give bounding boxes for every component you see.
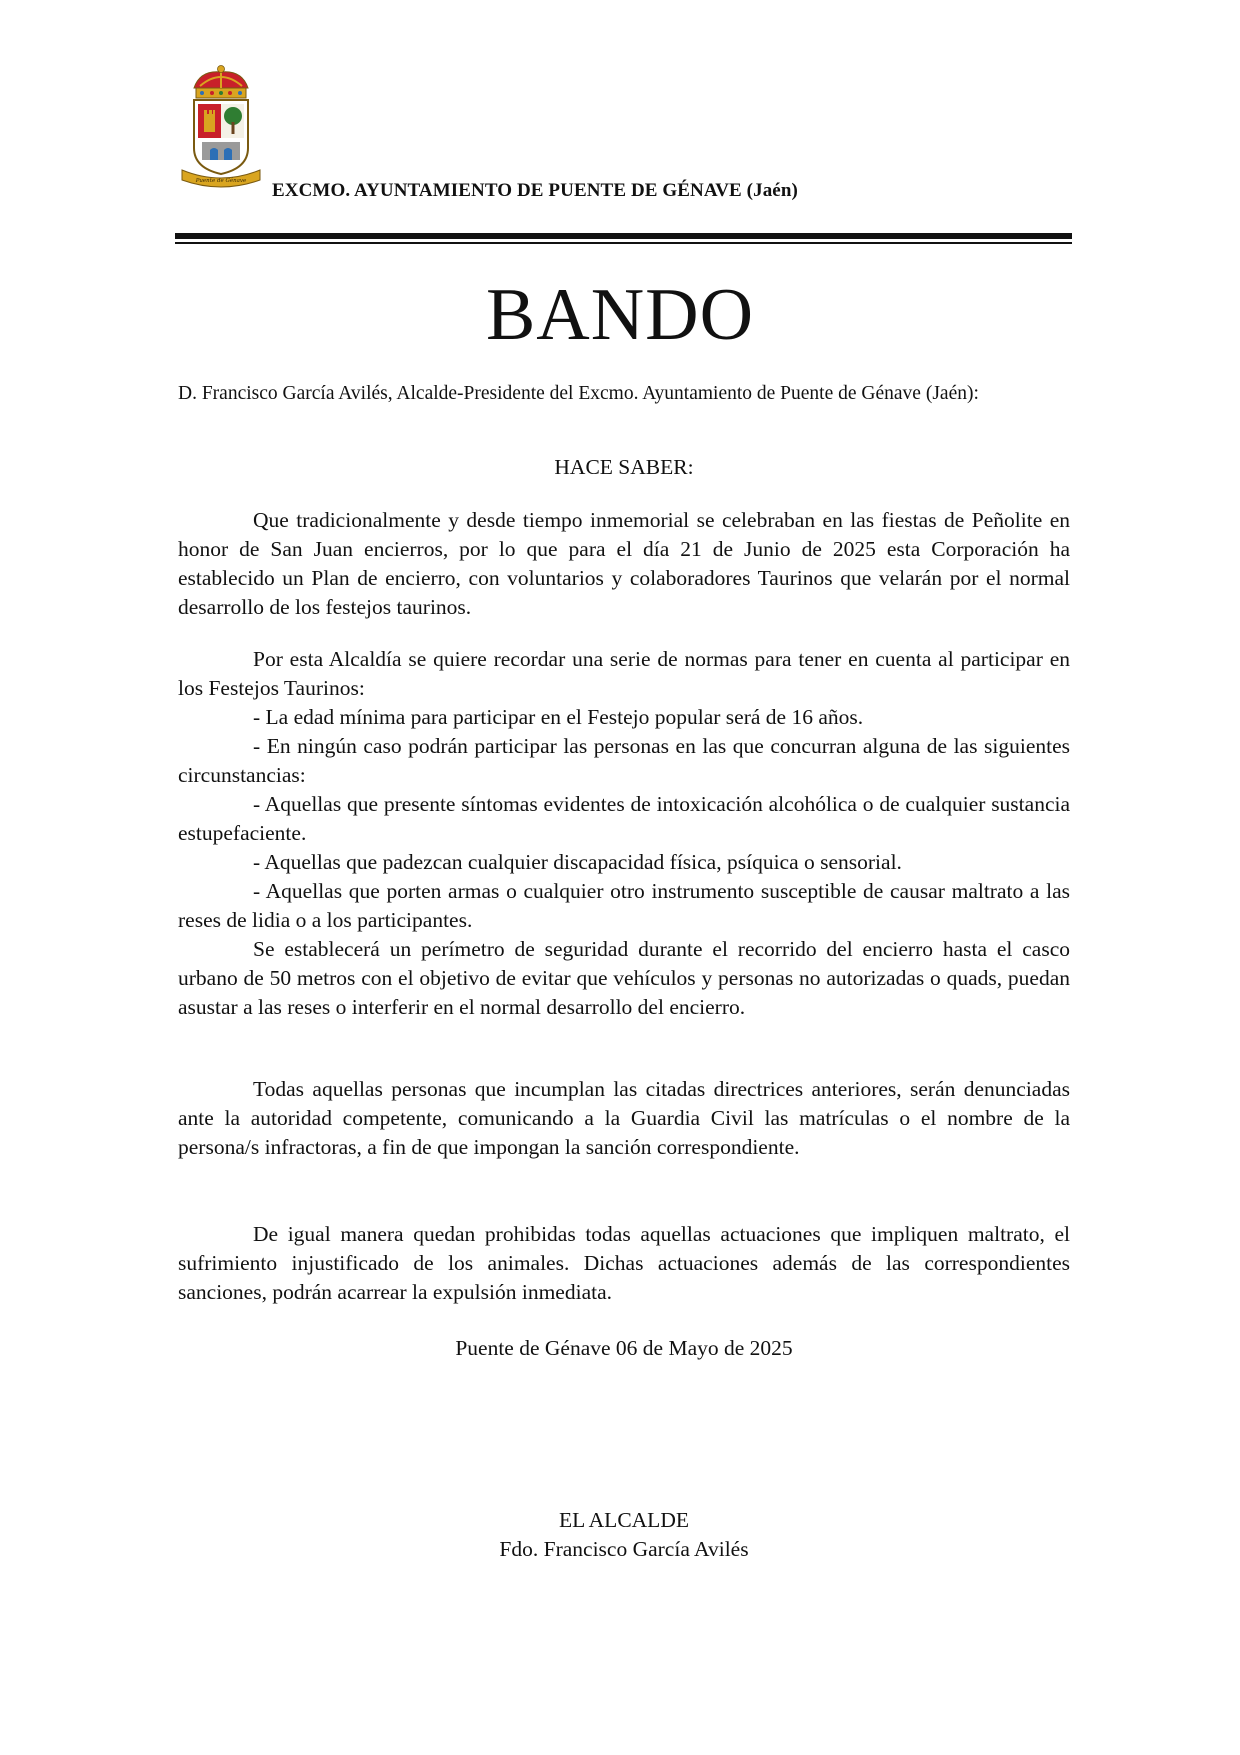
signature-role: EL ALCALDE <box>559 1508 689 1532</box>
hace-saber-heading: HACE SABER: <box>554 455 694 479</box>
paragraph-4-text: De igual manera quedan prohibidas todas aquellas actuaciones que impliquen maltrato, el sufrimiento injustificado de los animales. Dichas actuaciones además de las correspondientes sanciones, podrán acarrear la expulsión inmediata. <box>178 1222 1070 1304</box>
rules-lead: Por esta Alcaldía se quiere recordar una serie de normas para tener en cuenta al participar en los Festejos Taurinos: <box>178 647 1070 700</box>
crown-icon <box>194 66 248 99</box>
header-divider-thin <box>175 242 1072 244</box>
document-title: BANDO <box>485 274 755 356</box>
perimeter-text: Se establecerá un perímetro de seguridad durante el recorrido del encierro hasta el casco urbano de 50 metros con el objetivo de evitar que vehículos y personas no autorizadas o quads, puedan asustar a las reses o interferir en el normal desarrollo del encierro. <box>178 937 1070 1019</box>
header-divider-thick <box>175 233 1072 239</box>
signature-block <box>178 1506 1070 1564</box>
rule-item: - La edad mínima para participar en el Festejo popular será de 16 años. <box>253 705 864 729</box>
place-and-date: Puente de Génave 06 de Mayo de 2025 <box>455 1336 793 1360</box>
paragraph-1 <box>178 506 1070 622</box>
shield-icon <box>194 100 248 174</box>
paragraph-3-text: Todas aquellas personas que incumplan las citadas directrices anteriores, serán denunciadas ante la autoridad competente, comunicando a la Guardia Civil las matrículas o el nombre de la persona/s infractoras, a fin de que impongan la sanción correspondiente. <box>178 1077 1070 1159</box>
paragraph-1-text: Que tradicionalmente y desde tiempo inmemorial se celebraban en las fiestas de Peñolite en honor de San Juan encierros, por lo que para el día 21 de Junio de 2025 esta Corporación ha establecido un Plan de encierro, con voluntarios y colaboradores Taurinos que velarán por el normal desarrollo de los festejos taurinos. <box>178 508 1070 619</box>
rule-item: - En ningún caso podrán participar las personas en las que concurran alguna de las siguientes circunstancias: <box>178 734 1070 787</box>
paragraph-4 <box>178 1220 1070 1307</box>
paragraph-2 <box>178 645 1070 1022</box>
signature-name: Fdo. Francisco García Avilés <box>499 1537 749 1561</box>
rule-item: - Aquellas que presente síntomas evidentes de intoxicación alcohólica o de cualquier sustancia estupefaciente. <box>178 792 1070 845</box>
intro-line: D. Francisco García Avilés, Alcalde-Presidente del Excmo. Ayuntamiento de Puente de Génave (Jaén): <box>178 383 979 404</box>
organization-name: EXCMO. AYUNTAMIENTO DE PUENTE DE GÉNAVE (Jaén) <box>272 180 798 201</box>
svg-text:Puente de Génave: Puente de Génave <box>195 178 247 184</box>
rule-item: - Aquellas que padezcan cualquier discapacidad física, psíquica o sensorial. <box>253 850 902 874</box>
rule-item: - Aquellas que porten armas o cualquier otro instrumento susceptible de causar maltrato a las reses de lidia o a los participantes. <box>178 879 1070 932</box>
municipal-crest-logo <box>180 64 262 192</box>
paragraph-3 <box>178 1075 1070 1162</box>
